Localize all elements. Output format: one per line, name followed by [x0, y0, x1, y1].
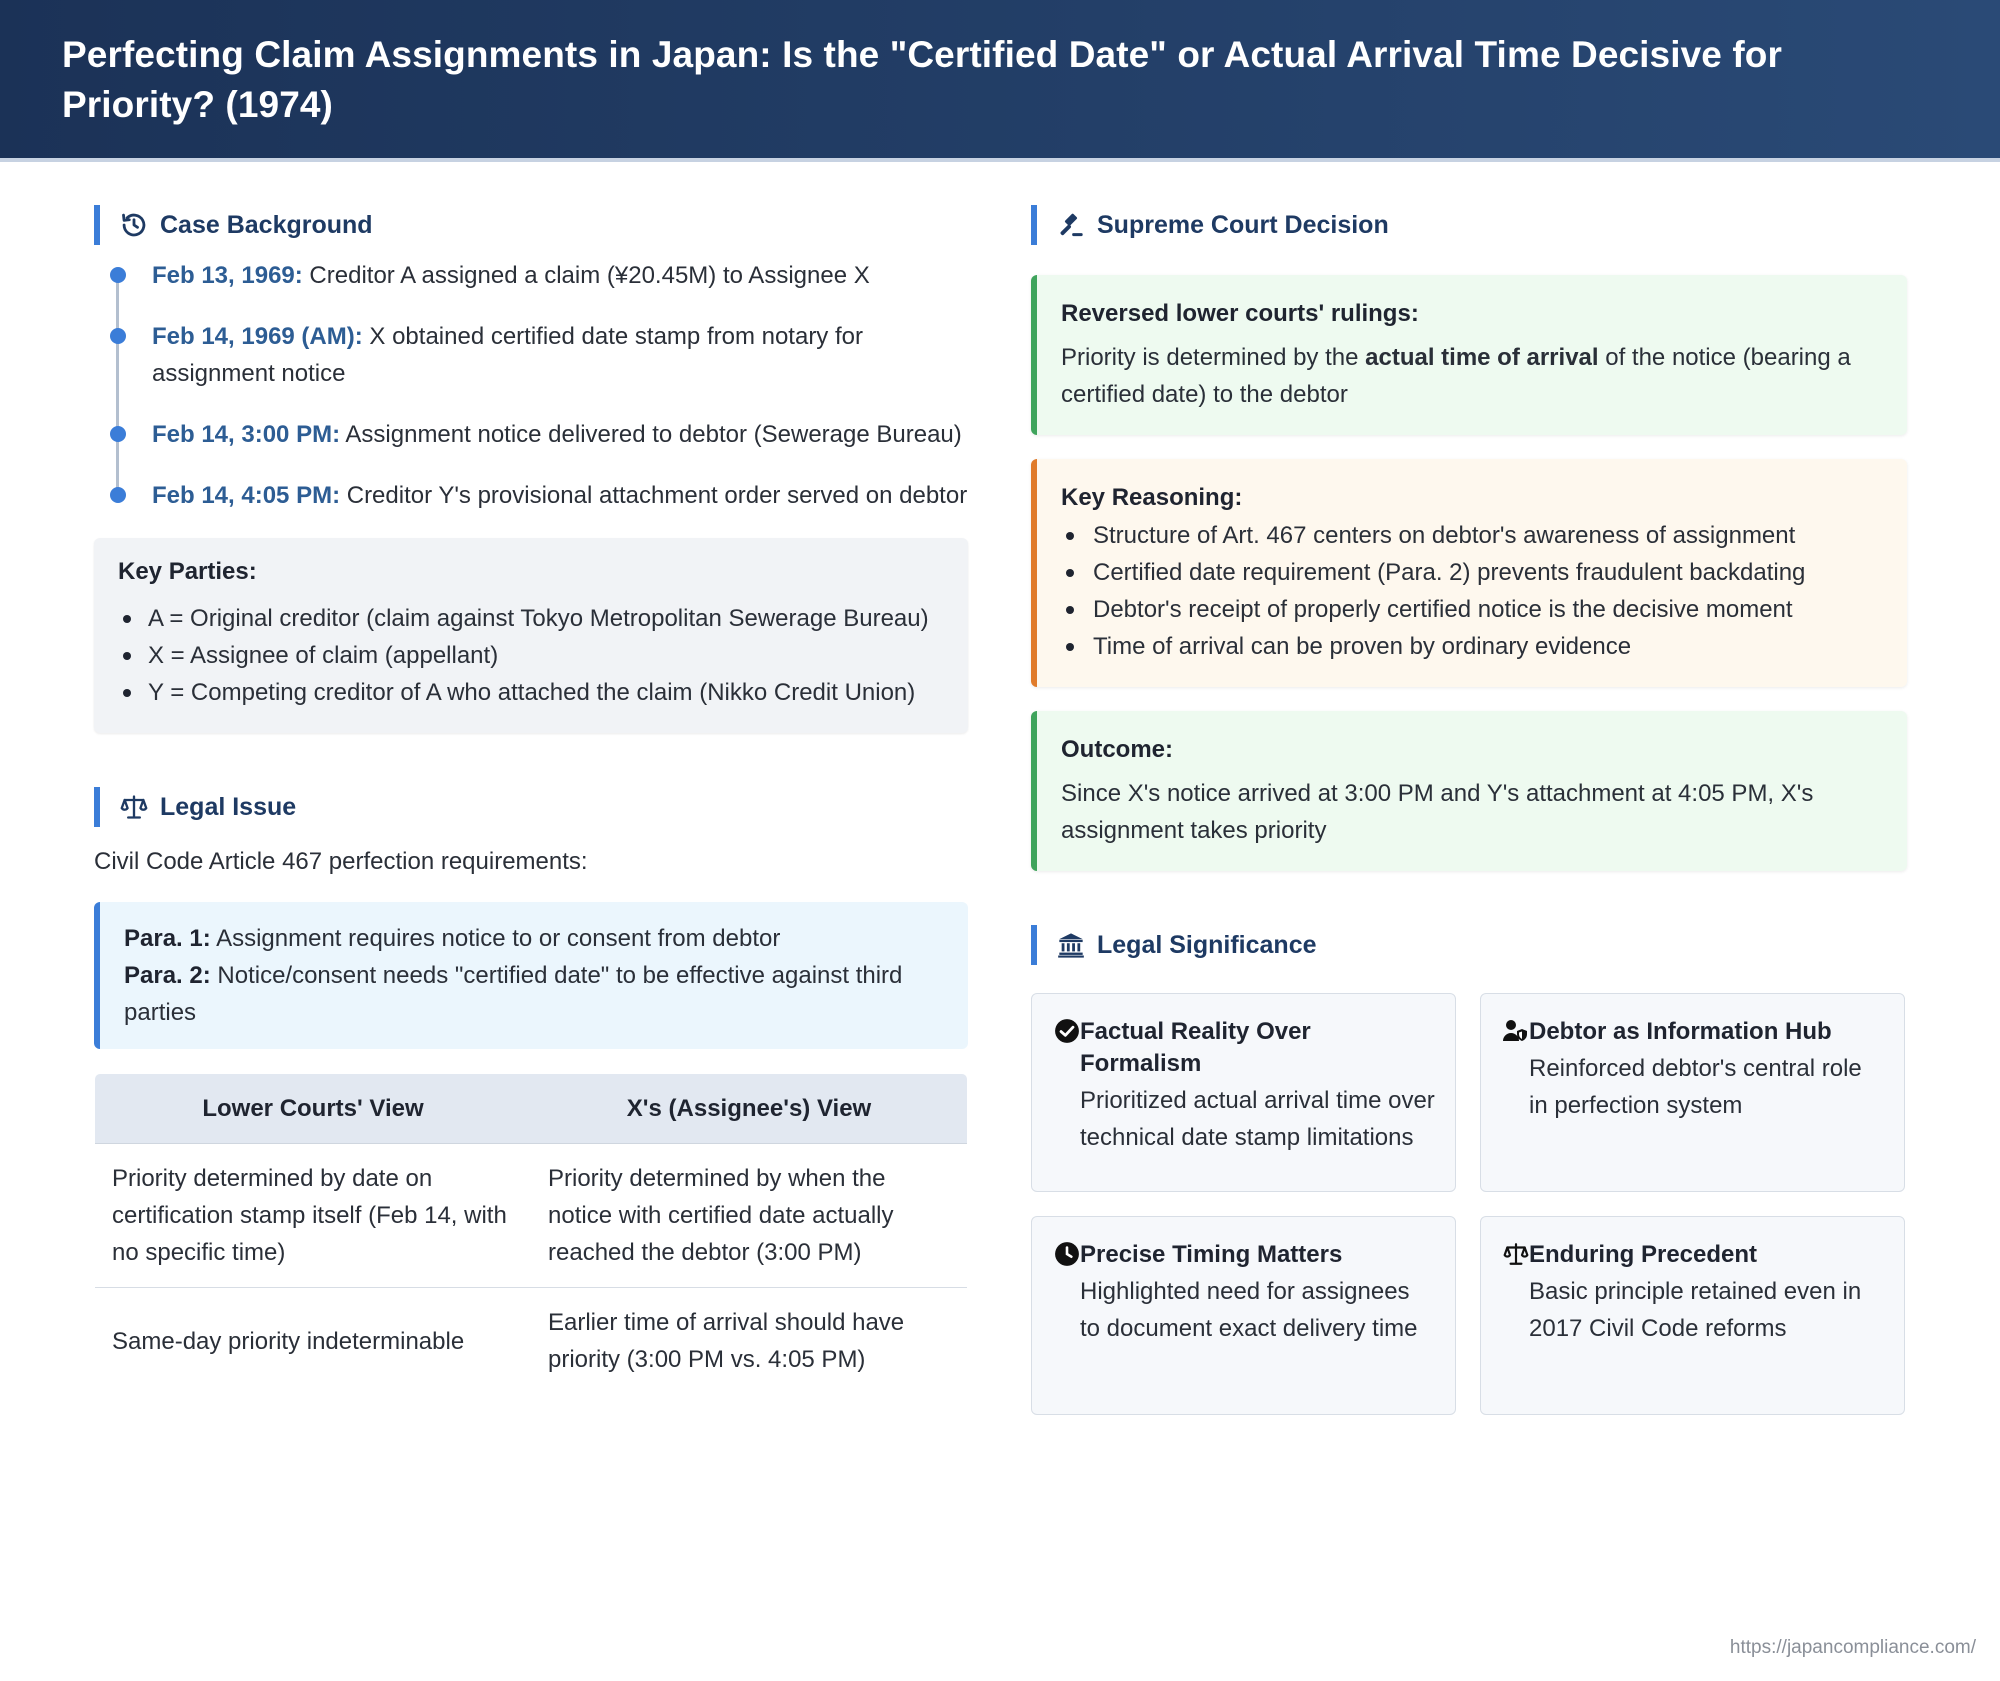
timeline-item [152, 416, 968, 453]
ruling-box [1031, 275, 1907, 435]
timeline-text: X obtained certified date stamp from notary for assignment notice [152, 323, 863, 387]
decision-heading [1031, 205, 1907, 245]
outcome-title: Outcome: [1061, 736, 1174, 763]
legal-issue-title: Legal Issue [160, 792, 297, 821]
significance-card-text: Highlighted need for assignees to document exact delivery time [1080, 1278, 1418, 1342]
key-parties-list [118, 600, 944, 711]
ruling-text-pre: Priority is determined by the [1061, 344, 1366, 371]
timeline-text: Creditor A assigned a claim (¥20.45M) to Assignee X [302, 262, 870, 289]
user-shield-icon [1503, 1018, 1529, 1046]
table-header-assignee: X's (Assignee's) View [531, 1074, 968, 1144]
timeline-dot [110, 426, 126, 442]
left-column [94, 205, 968, 1395]
clock-icon [1054, 1241, 1080, 1269]
table-cell: Same-day priority indeterminable [112, 1327, 465, 1355]
significance-card-title: Debtor as Information Hub [1529, 1018, 1832, 1045]
reasoning-list [1061, 517, 1879, 665]
table-row [95, 1144, 968, 1288]
timeline-dot [110, 267, 126, 283]
table-cell: Priority determined by when the notice with certified date actually reached the debtor (3:00 PM) [531, 1144, 968, 1288]
source-link[interactable]: https://japancompliance.com/ [1729, 1637, 1976, 1658]
significance-card-title: Precise Timing Matters [1080, 1241, 1343, 1268]
significance-card [1031, 1216, 1456, 1415]
significance-card [1480, 1216, 1905, 1415]
outcome-text: Since X's notice arrived at 3:00 PM and Y's attachment at 4:05 PM, X's assignment takes priority [1061, 780, 1814, 844]
ruling-text [1061, 339, 1879, 413]
timeline-dot [110, 487, 126, 503]
significance-card-title: Factual Reality Over Formalism [1080, 1018, 1311, 1077]
page-title: Perfecting Claim Assignments in Japan: Is the "Certified Date" or Actual Arrival Time Decisive for Priority? (1974) [62, 34, 1782, 125]
significance-card-text: Basic principle retained even in 2017 Civil Code reforms [1529, 1278, 1862, 1342]
timeline-item [152, 318, 968, 392]
reasoning-title: Key Reasoning: [1061, 484, 1243, 511]
list-item: Certified date requirement (Para. 2) prevents fraudulent backdating [1061, 554, 1879, 591]
ruling-text-post: of the notice (bearing a certified date) to the debtor [1061, 344, 1851, 408]
list-item: Time of arrival can be proven by ordinary evidence [1061, 628, 1879, 665]
list-item: Y = Competing creditor of A who attached the claim (Nikko Credit Union) [118, 674, 944, 711]
check-circle-icon [1054, 1018, 1080, 1046]
table-cell: Earlier time of arrival should have priority (3:00 PM vs. 4:05 PM) [548, 1309, 905, 1373]
significance-card-text: Prioritized actual arrival time over technical date stamp limitations [1080, 1087, 1435, 1151]
gavel-icon [1057, 211, 1085, 239]
para-1-label: Para. 1: [124, 925, 211, 952]
legal-issue-heading [94, 787, 968, 827]
right-column [1031, 205, 1907, 1415]
table-header-lower-courts: Lower Courts' View [95, 1074, 532, 1144]
list-item: A = Original creditor (claim against Tokyo Metropolitan Sewerage Bureau) [118, 600, 944, 637]
significance-card-text: Reinforced debtor's central role in perfection system [1529, 1055, 1862, 1119]
significance-title: Legal Significance [1097, 930, 1317, 959]
history-icon [120, 211, 148, 239]
ruling-title: Reversed lower courts' rulings: [1061, 300, 1419, 327]
significance-card [1480, 993, 1905, 1192]
significance-grid [1031, 993, 1907, 1415]
timeline-text: Creditor Y's provisional attachment order served on debtor [340, 482, 968, 509]
institution-icon [1057, 931, 1085, 959]
list-item: Structure of Art. 467 centers on debtor's awareness of assignment [1061, 517, 1879, 554]
timeline-date: Feb 14, 3:00 PM: [152, 421, 341, 448]
case-background-heading [94, 205, 968, 245]
para-1-text: Assignment requires notice to or consent from debtor [210, 925, 781, 952]
timeline-date: Feb 13, 1969: [152, 262, 303, 289]
timeline-line [116, 277, 119, 492]
key-parties-title: Key Parties: [118, 558, 257, 585]
para-1 [124, 920, 944, 957]
significance-card [1031, 993, 1456, 1192]
page-header [0, 0, 2000, 162]
case-background-title: Case Background [160, 210, 373, 239]
para-2-text: Notice/consent needs "certified date" to be effective against third parties [124, 962, 903, 1026]
legal-issue-intro: Civil Code Article 467 perfection requirements: [94, 848, 588, 875]
timeline-date: Feb 14, 1969 (AM): [152, 323, 363, 350]
significance-card-title: Enduring Precedent [1529, 1241, 1758, 1268]
key-parties-box [94, 538, 968, 733]
timeline-dot [110, 328, 126, 344]
case-timeline [94, 257, 968, 514]
decision-title: Supreme Court Decision [1097, 210, 1389, 239]
views-comparison-table [94, 1073, 968, 1395]
significance-heading [1031, 925, 1907, 965]
table-row [95, 1288, 968, 1395]
para-2 [124, 957, 944, 1031]
reasoning-box [1031, 459, 1907, 687]
timeline-text: Assignment notice delivered to debtor (Sewerage Bureau) [340, 421, 962, 448]
article-paragraphs-box [94, 902, 968, 1049]
table-header-row [95, 1074, 968, 1144]
timeline-item [152, 477, 968, 514]
list-item: Debtor's receipt of properly certified notice is the decisive moment [1061, 591, 1879, 628]
outcome-box [1031, 711, 1907, 871]
timeline-date: Feb 14, 4:05 PM: [152, 482, 341, 509]
scale-icon [1503, 1241, 1529, 1269]
scale-icon [120, 793, 148, 821]
para-2-label: Para. 2: [124, 962, 211, 989]
table-cell: Priority determined by date on certification stamp itself (Feb 14, with no specific time) [95, 1144, 532, 1288]
timeline-item [152, 257, 968, 294]
list-item: X = Assignee of claim (appellant) [118, 637, 944, 674]
ruling-text-emphasis: actual time of arrival [1365, 344, 1599, 371]
